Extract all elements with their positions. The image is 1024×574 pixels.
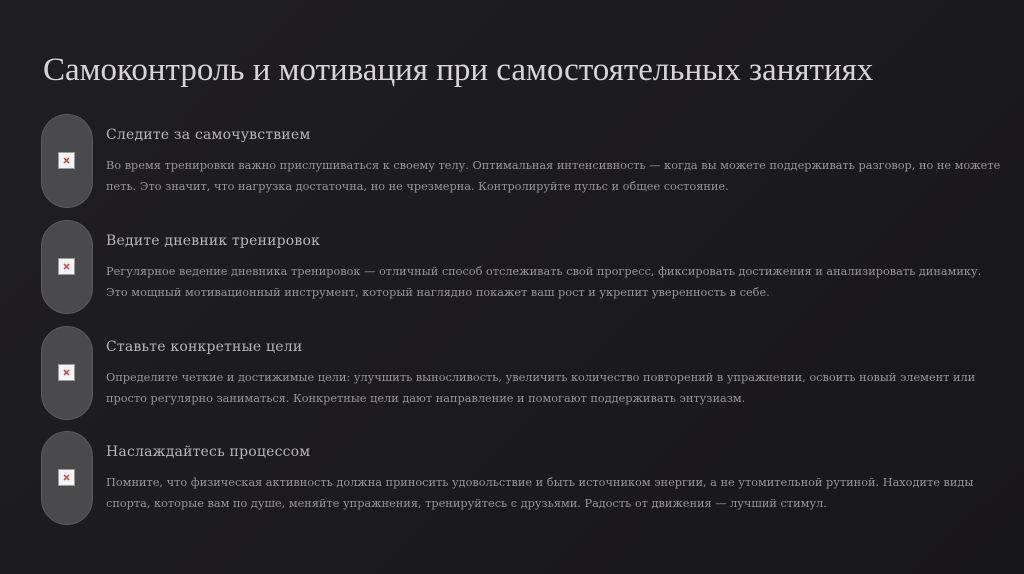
tip-item-enjoy [41,431,1001,525]
tip-text: Во время тренировки важно прислушиваться к своему телу. Оптимальная интенсивность — когда вы можете поддерживать разговор, но не можете петь. Это значит, что нагрузка достаточна, но не чрезмерна. Контролируйте пульс и общее состояние. [106,159,1001,193]
tip-heading: Наслаждайтесь процессом [106,444,311,460]
broken-image-icon [58,469,75,486]
icon-pill [41,220,93,314]
broken-image-icon [58,152,75,169]
tip-heading: Ставьте конкретные цели [106,339,303,355]
tip-heading: Следите за самочувствием [106,127,311,143]
tip-item-goals [41,326,1001,420]
icon-pill [41,431,93,525]
tip-text: Определите четкие и достижимые цели: улучшить выносливость, увеличить количество повторений в упражнении, освоить новый элемент или просто регулярно заниматься. Конкретные цели дают направление и помогают поддерживать энтузиазм. [106,371,976,405]
icon-pill [41,326,93,420]
broken-image-icon [58,364,75,381]
icon-pill [41,114,93,208]
tip-text: Помните, что физическая активность должна приносить удовольствие и быть источником энергии, а не утомительной рутиной. Находите виды спорта, которые вам по душе, меняйте упражнения, тренируйтесь с друзьями. Радость от движения — лучший стимул. [106,476,974,510]
tip-text: Регулярное ведение дневника тренировок — отличный способ отслеживать свой прогресс, фиксировать достижения и анализировать динамику. Это мощный мотивационный инструмент, который наглядно покажет ваш рост и укрепит уверенность в себе. [106,265,982,299]
tip-item-diary [41,220,1001,314]
slide-title: Самоконтроль и мотивация при самостоятельных занятиях [43,52,874,88]
broken-image-icon [58,258,75,275]
tip-item-wellbeing [41,114,1001,208]
tip-heading: Ведите дневник тренировок [106,233,321,249]
